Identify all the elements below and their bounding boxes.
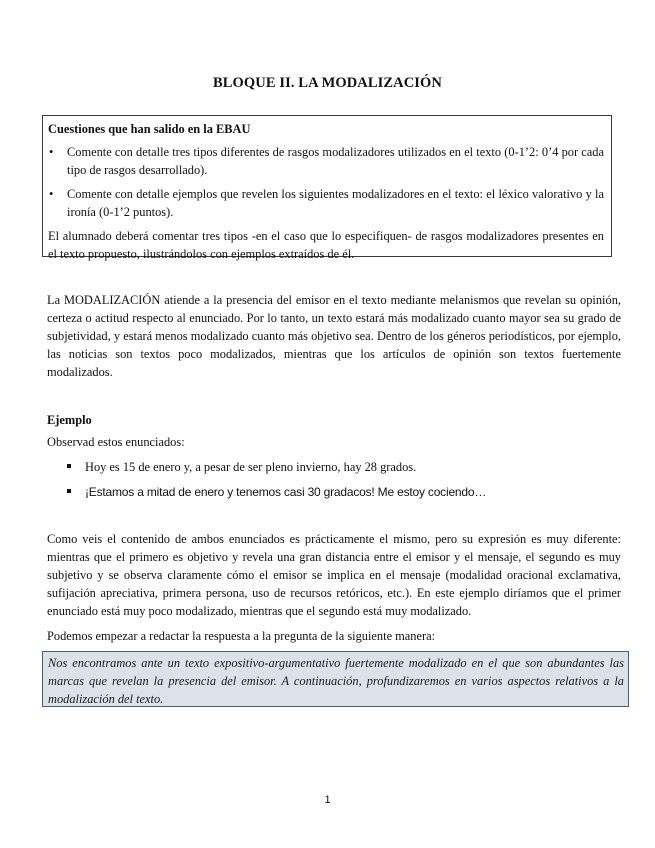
page-number: 1 xyxy=(324,794,331,806)
start-paragraph: Podemos empezar a redactar la respuesta a la pregunta de la siguiente manera: xyxy=(47,629,436,643)
example-list xyxy=(47,458,621,508)
ebau-question-item xyxy=(48,143,604,179)
example-item xyxy=(47,458,621,476)
ebau-note: El alumnado deberá comentar tres tipos -en el caso que lo especifiquen- de rasgos modalizadores presentes en el texto propuesto, ilustrándolos con ejemplos extraídos de él. xyxy=(48,229,604,261)
ebau-question-item xyxy=(48,185,604,221)
example-item xyxy=(47,483,621,501)
example-text: ¡Estamos a mitad de enero y tenemos casi 30 gradacos! Me estoy cociendo… xyxy=(85,485,487,499)
square-bullet-icon xyxy=(67,489,71,493)
bullet-icon: • xyxy=(49,145,54,159)
square-bullet-icon xyxy=(67,464,71,468)
intro-paragraph: La MODALIZACIÓN atiende a la presencia del emisor en el texto mediante melanismos que revelan su opinión, certeza o actitud respecto al enunciado. Por lo tanto, un texto estará más modalizado cuanto mayor sea su grado de subjetividad, y estará menos modalizado cuanto más objetivo sea. Dentro de los géneros periodísticos, por ejemplo, las noticias son textos poco modalizados, mientras que los artículos de opinión son textos fuertemente modalizados. xyxy=(47,293,621,379)
ebau-question-text: Comente con detalle ejemplos que revelen los siguientes modalizadores en el texto: el léxico valorativo y la ironía (0-1’2 puntos). xyxy=(67,187,604,219)
ebau-question-text: Comente con detalle tres tipos diferentes de rasgos modalizadores utilizados en el texto (0-1’2: 0’4 por cada tipo de rasgos desarrollado). xyxy=(67,145,604,177)
comparison-paragraph: Como veis el contenido de ambos enunciados es prácticamente el mismo, pero su expresión es muy diferente: mientras que el primero es objetivo y revela una gran distancia entre el emisor y el mensaje, el segundo es muy subjetivo y se observa claramente cómo el emisor se implica en el mensaje (modalidad oracional exclamativa, sufijación apreciativa, primera persona, uso de recursos retóricos, etc.). En este ejemplo diríamos que el primer enunciado está muy poco modalizado, mientras que el segundo está muy modalizado. xyxy=(47,532,621,618)
page-title: BLOQUE II. LA MODALIZACIÓN xyxy=(213,75,442,91)
answer-model-box: Nos encontramos ante un texto expositivo-argumentativo fuertemente modalizado en el que son abundantes las marcas que revelan la presencia del emisor. A continuación, profundizaremos en varios aspectos relativos a la modalización del texto. xyxy=(42,651,629,707)
example-text: Hoy es 15 de enero y, a pesar de ser pleno invierno, hay 28 grados. xyxy=(85,460,417,474)
bullet-icon: • xyxy=(49,187,54,201)
ebau-question-list xyxy=(48,143,604,221)
example-heading: Ejemplo xyxy=(47,413,92,427)
example-lead: Observad estos enunciados: xyxy=(47,435,185,449)
ebau-questions-box xyxy=(42,115,612,261)
ebau-heading: Cuestiones que han salido en la EBAU xyxy=(48,122,251,136)
